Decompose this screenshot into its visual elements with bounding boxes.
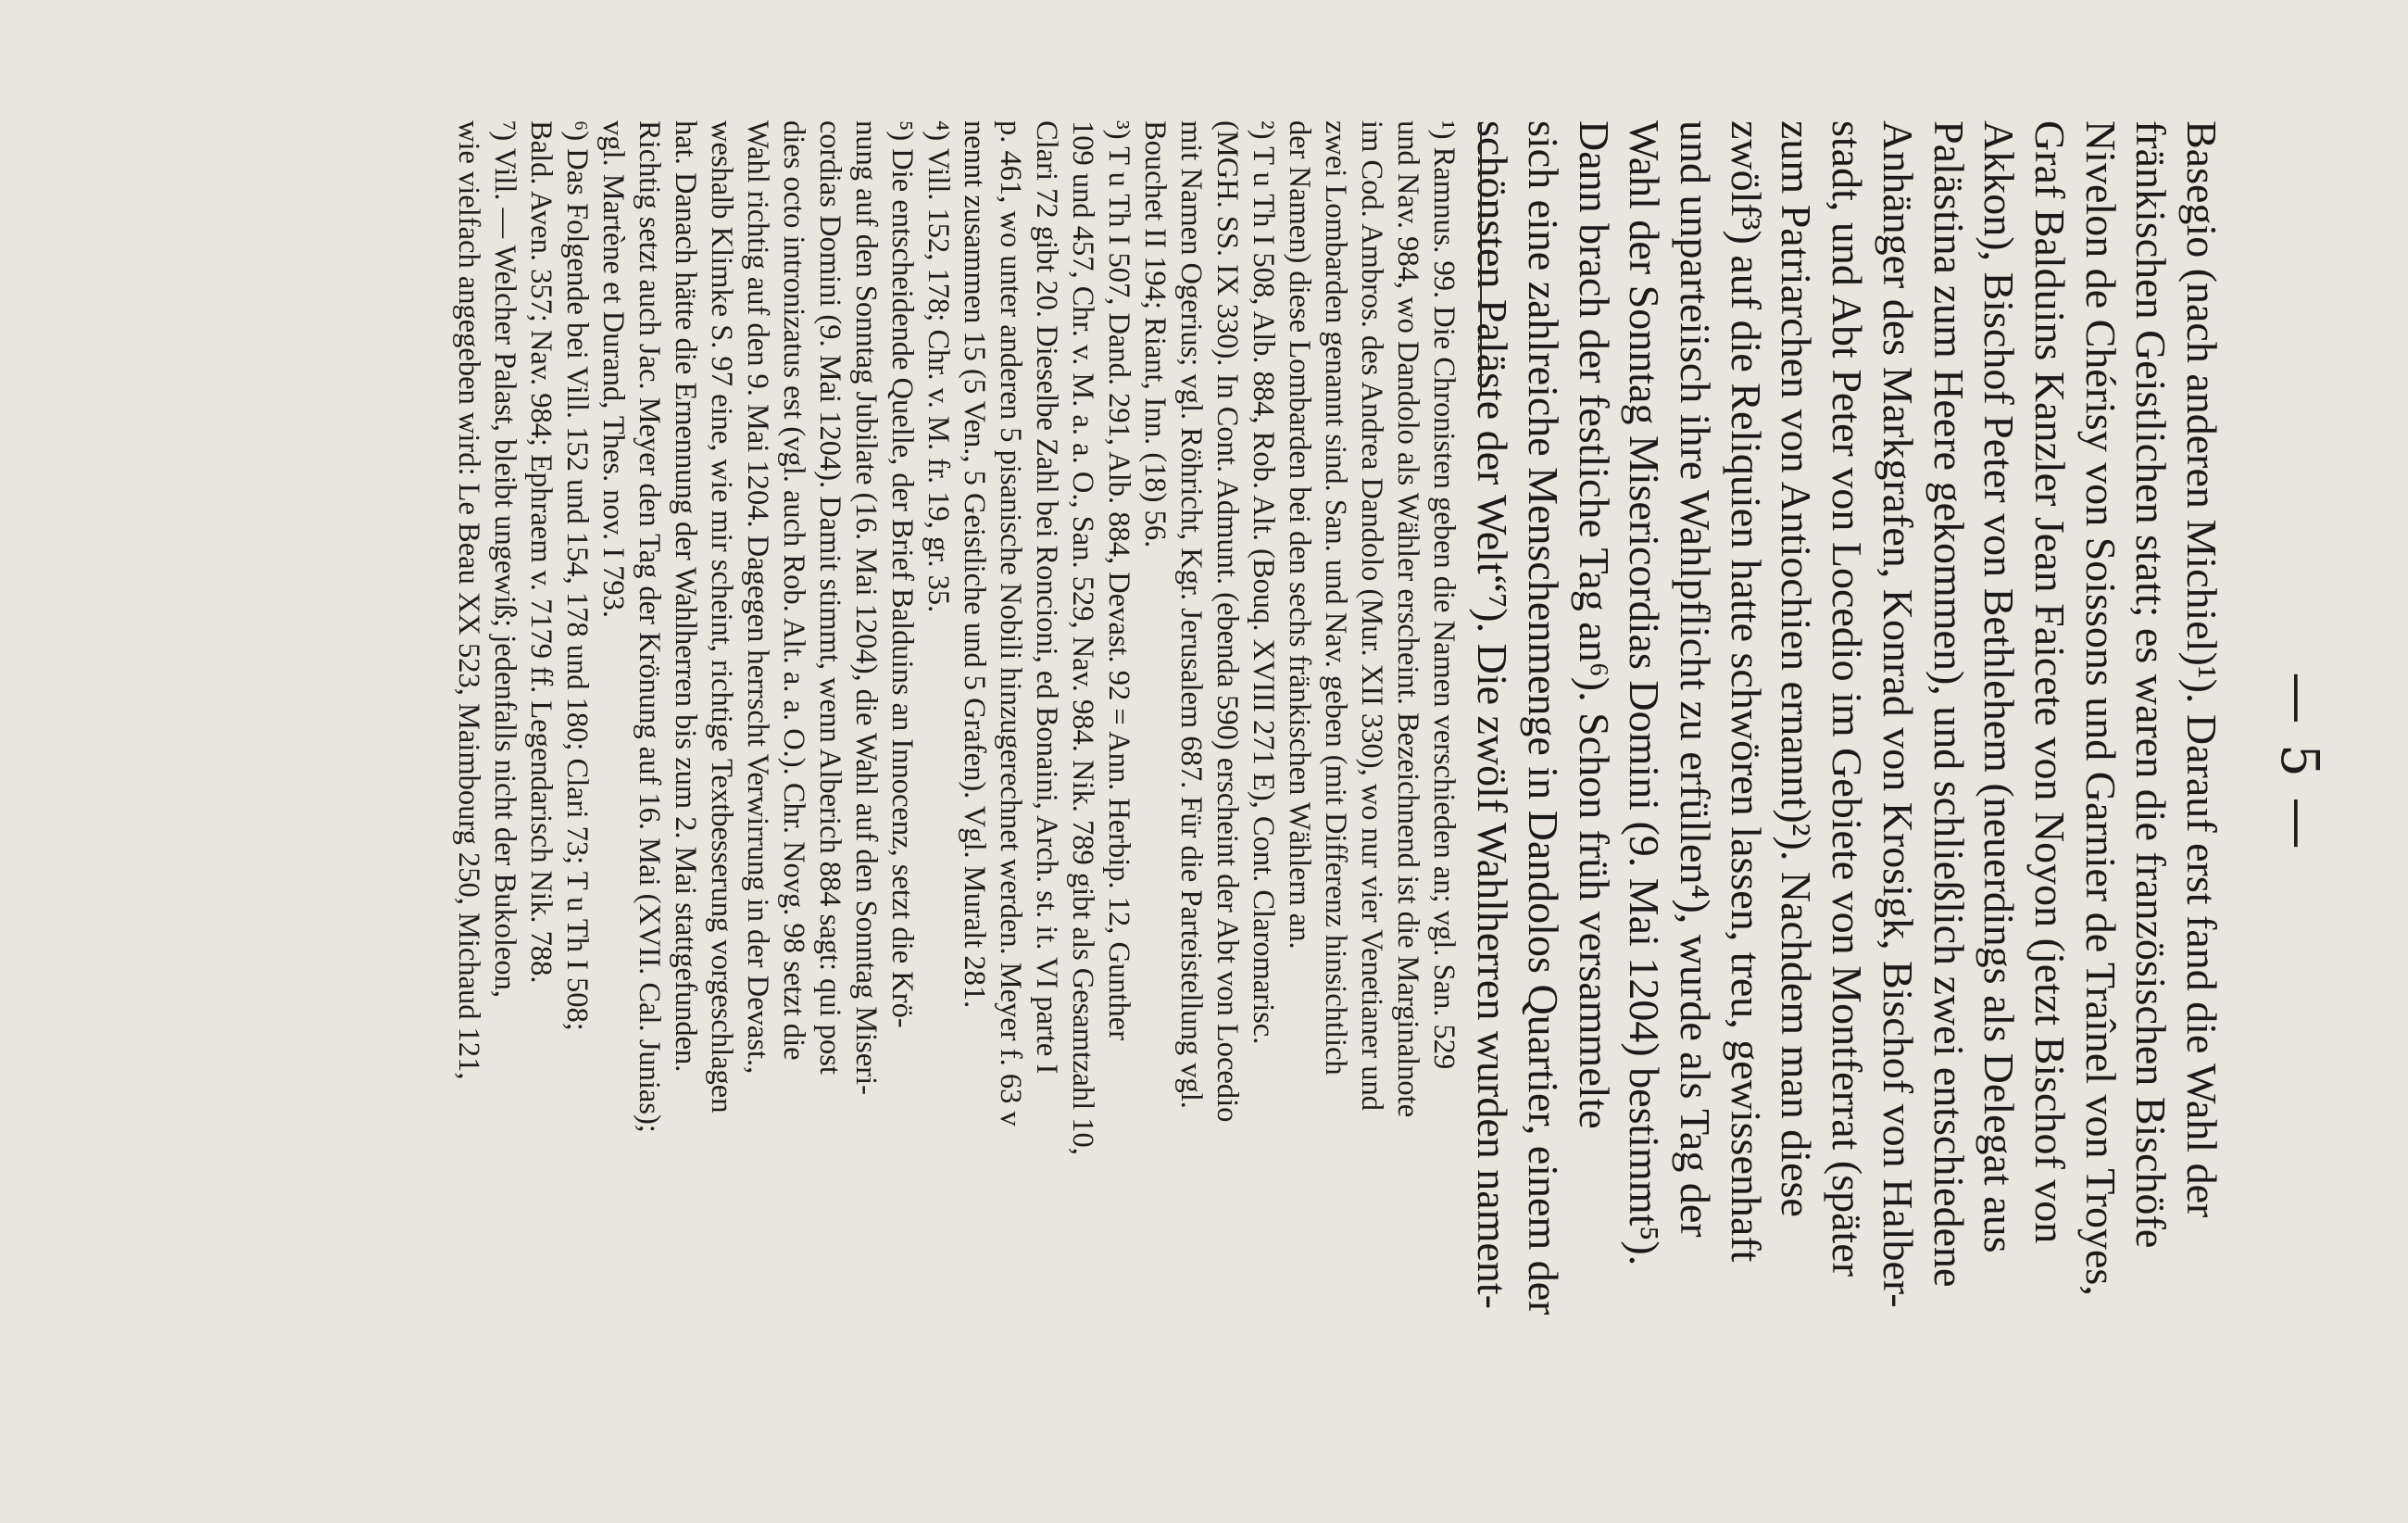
page-number: — 5 — [2269, 672, 2329, 851]
body-text-line: stadt, und Abt Peter von Locedio im Gebiete von Montferrat (später [1824, 120, 1872, 1278]
body-text-line: zum Patriarchen von Antiochien ernannt)²). Nachdem man diese [1773, 120, 1821, 1217]
body-text-line: Nivelon de Chérisy von Soissons und Garnier de Traînel von Troyes, [2076, 120, 2125, 1296]
footnote-line: ²) T u Th I 508, Alb. 884, Rob. Alt. (Bouq. XVIII 271 E), Cont. Claromarisc. [1247, 120, 1280, 1045]
body-text-line: schönsten Paläste der Welt“⁷). Die zwölf Wahlherren wurden nament- [1469, 120, 1517, 1309]
body-text-line: fränkischen Geistlichen statt; es waren die französischen Bischöfe [2127, 120, 2176, 1249]
footnote-line: Bald. Aven. 357; Nav. 984; Ephraem v. 7179 ff. Legendarisch Nik. 788. [524, 120, 558, 984]
footnote-line: ⁶) Das Folgende bei Vill. 152 und 154, 178 und 180; Clari 73; T u Th I 508; [560, 120, 594, 1031]
footnote-line: Richtig setzt auch Jac. Meyer den Tag der Krönung auf 16. Mai (XVII. Cal. Junias); [633, 120, 666, 1133]
footnote-line: mit Namen Ogerius; vgl. Röhricht, Kgr. Jerusalem 687. Für die Parteistellung vgl. [1174, 120, 1208, 1109]
footnote-line: ⁴) Vill. 152, 178; Chr. v. M. fr. 19, gr. 35. [922, 120, 955, 613]
body-text-line: zwölf³) auf die Reliquien hatte schwören lassen, treu, gewissenhaft [1722, 120, 1770, 1263]
body-text-line: Palästina zum Heere gekommen), und schließlich zwei entschiedene [1925, 120, 1973, 1288]
footnote-line: Bouchet II 194; Riant, Inn. (18) 56. [1138, 120, 1172, 548]
footnote-line: (MGH. SS. IX 330). In Cont. Admunt. (ebenda 590) erscheint der Abt von Locedio [1210, 120, 1244, 1123]
body-text-line: sich eine zahlreiche Menschenmenge in Dandolos Quartier, einem der [1520, 120, 1568, 1315]
footnote-line: ⁷) Vill. — Welcher Palast, bleibt ungewiß; jedenfalls nicht der Bukoleon, [488, 120, 521, 998]
body-text-line: Dann brach der festliche Tag an⁶). Schon früh versammelte [1570, 120, 1618, 1129]
body-text-line: Akkon), Bischof Peter von Bethlehem (neuerdings als Delegat aus [1975, 120, 2024, 1253]
body-text-line: Basegio (nach anderen Michiel)¹). Darauf erst fand die Wahl der [2178, 120, 2226, 1218]
footnote-separator-rule [1480, 124, 1482, 393]
footnote-line: nennt zusammen 15 (5 Ven., 5 Geistliche und 5 Grafen). Vgl. Muralt 281. [958, 120, 991, 1009]
footnote-line: Clari 72 gibt 20. Dieselbe Zahl bei Roncioni, ed Bonaini, Arch. st. it. VI parte I [1030, 120, 1063, 1075]
footnote-line: cordias Domini (9. Mai 1204). Damit stimmt, wenn Alberich 884 sagt: qui post [813, 120, 847, 1075]
body-text-line: Wahl der Sonntag Misericordias Domini (9. Mai 1204) bestimmt⁵). [1621, 120, 1669, 1266]
footnote-line: vgl. Martène et Durand, Thes. nov. I 793. [596, 120, 630, 619]
footnote-line: ⁵) Die entscheidende Quelle, der Brief Balduins an Innocenz, setzt die Krö- [885, 120, 919, 1028]
footnote-line: im Cod. Ambros. des Andrea Dandolo (Mur. XII 330), wo nur vier Venetianer und [1355, 120, 1388, 1112]
footnote-line: und Nav. 984, wo Dandolo als Wähler erscheint. Bezeichnend ist die Marginalnote [1391, 120, 1424, 1118]
footnotes [450, 120, 1461, 1523]
footnote-line: Wahl richtig auf den 9. Mai 1204. Dagegen herrscht Verwirrung in der Devast., [741, 120, 774, 1075]
footnote-line: der Namen) diese Lombarden bei den sechs fränkischen Wählern an. [1283, 120, 1316, 950]
body-text-line: Graf Balduins Kanzler Jean Faicete von Noyon (jetzt Bischof von [2025, 120, 2074, 1244]
footnote-line: weshalb Klimke S. 97 eine, wie mir scheint, richtige Textbesserung vorgeschlagen [705, 120, 738, 1114]
footnote-line: p. 461, wo unter anderen 5 pisanische Nobili hinzugerechnet werden. Meyer f. 63 v [994, 120, 1027, 1127]
footnote-line: wie vielfach angegeben wird: Le Beau XX 523, Maimbourg 250, Michaud 121, [452, 120, 485, 1080]
body-text-line: und unparteiisch ihre Wahlpflicht zu erfüllen⁴), wurde als Tag der [1672, 120, 1720, 1238]
footnote-line: ¹) Ramnus. 99. Die Chronisten geben die Namen verschieden an; vgl. San. 529 [1427, 120, 1461, 1070]
footnote-line: ³) T u Th I 507, Dand. 291, Alb. 884, Devast. 92 = Ann. Herbip. 12, Gunther [1102, 120, 1135, 1041]
footnote-line: zwei Lombarden genannt sind. San. und Nav. geben (mit Differenz hinsichtlich [1319, 120, 1352, 1076]
footnote-line: nung auf den Sonntag Jubilate (16. Mai 1204), die Wahl auf den Sonntag Miseri- [849, 120, 883, 1095]
footnote-line: 109 und 457, Chr. v. M. a. a. O., San. 529, Nav. 984. Nik. 789 gibt als Gesamtzahl 10, [1066, 120, 1099, 1155]
body-text [1467, 120, 2226, 1523]
footnote-line: hat. Danach hätte die Ernennung der Wahlherren bis zum 2. Mai stattgefunden. [669, 120, 702, 1073]
body-text-line: Anhänger des Markgrafen, Konrad von Krosigk, Bischof von Halber- [1874, 120, 1922, 1308]
footnote-line: dies octo intronizatus est (vgl. auch Rob. Alt. a. a. O.). Chr. Novg. 98 setzt die [777, 120, 810, 1061]
